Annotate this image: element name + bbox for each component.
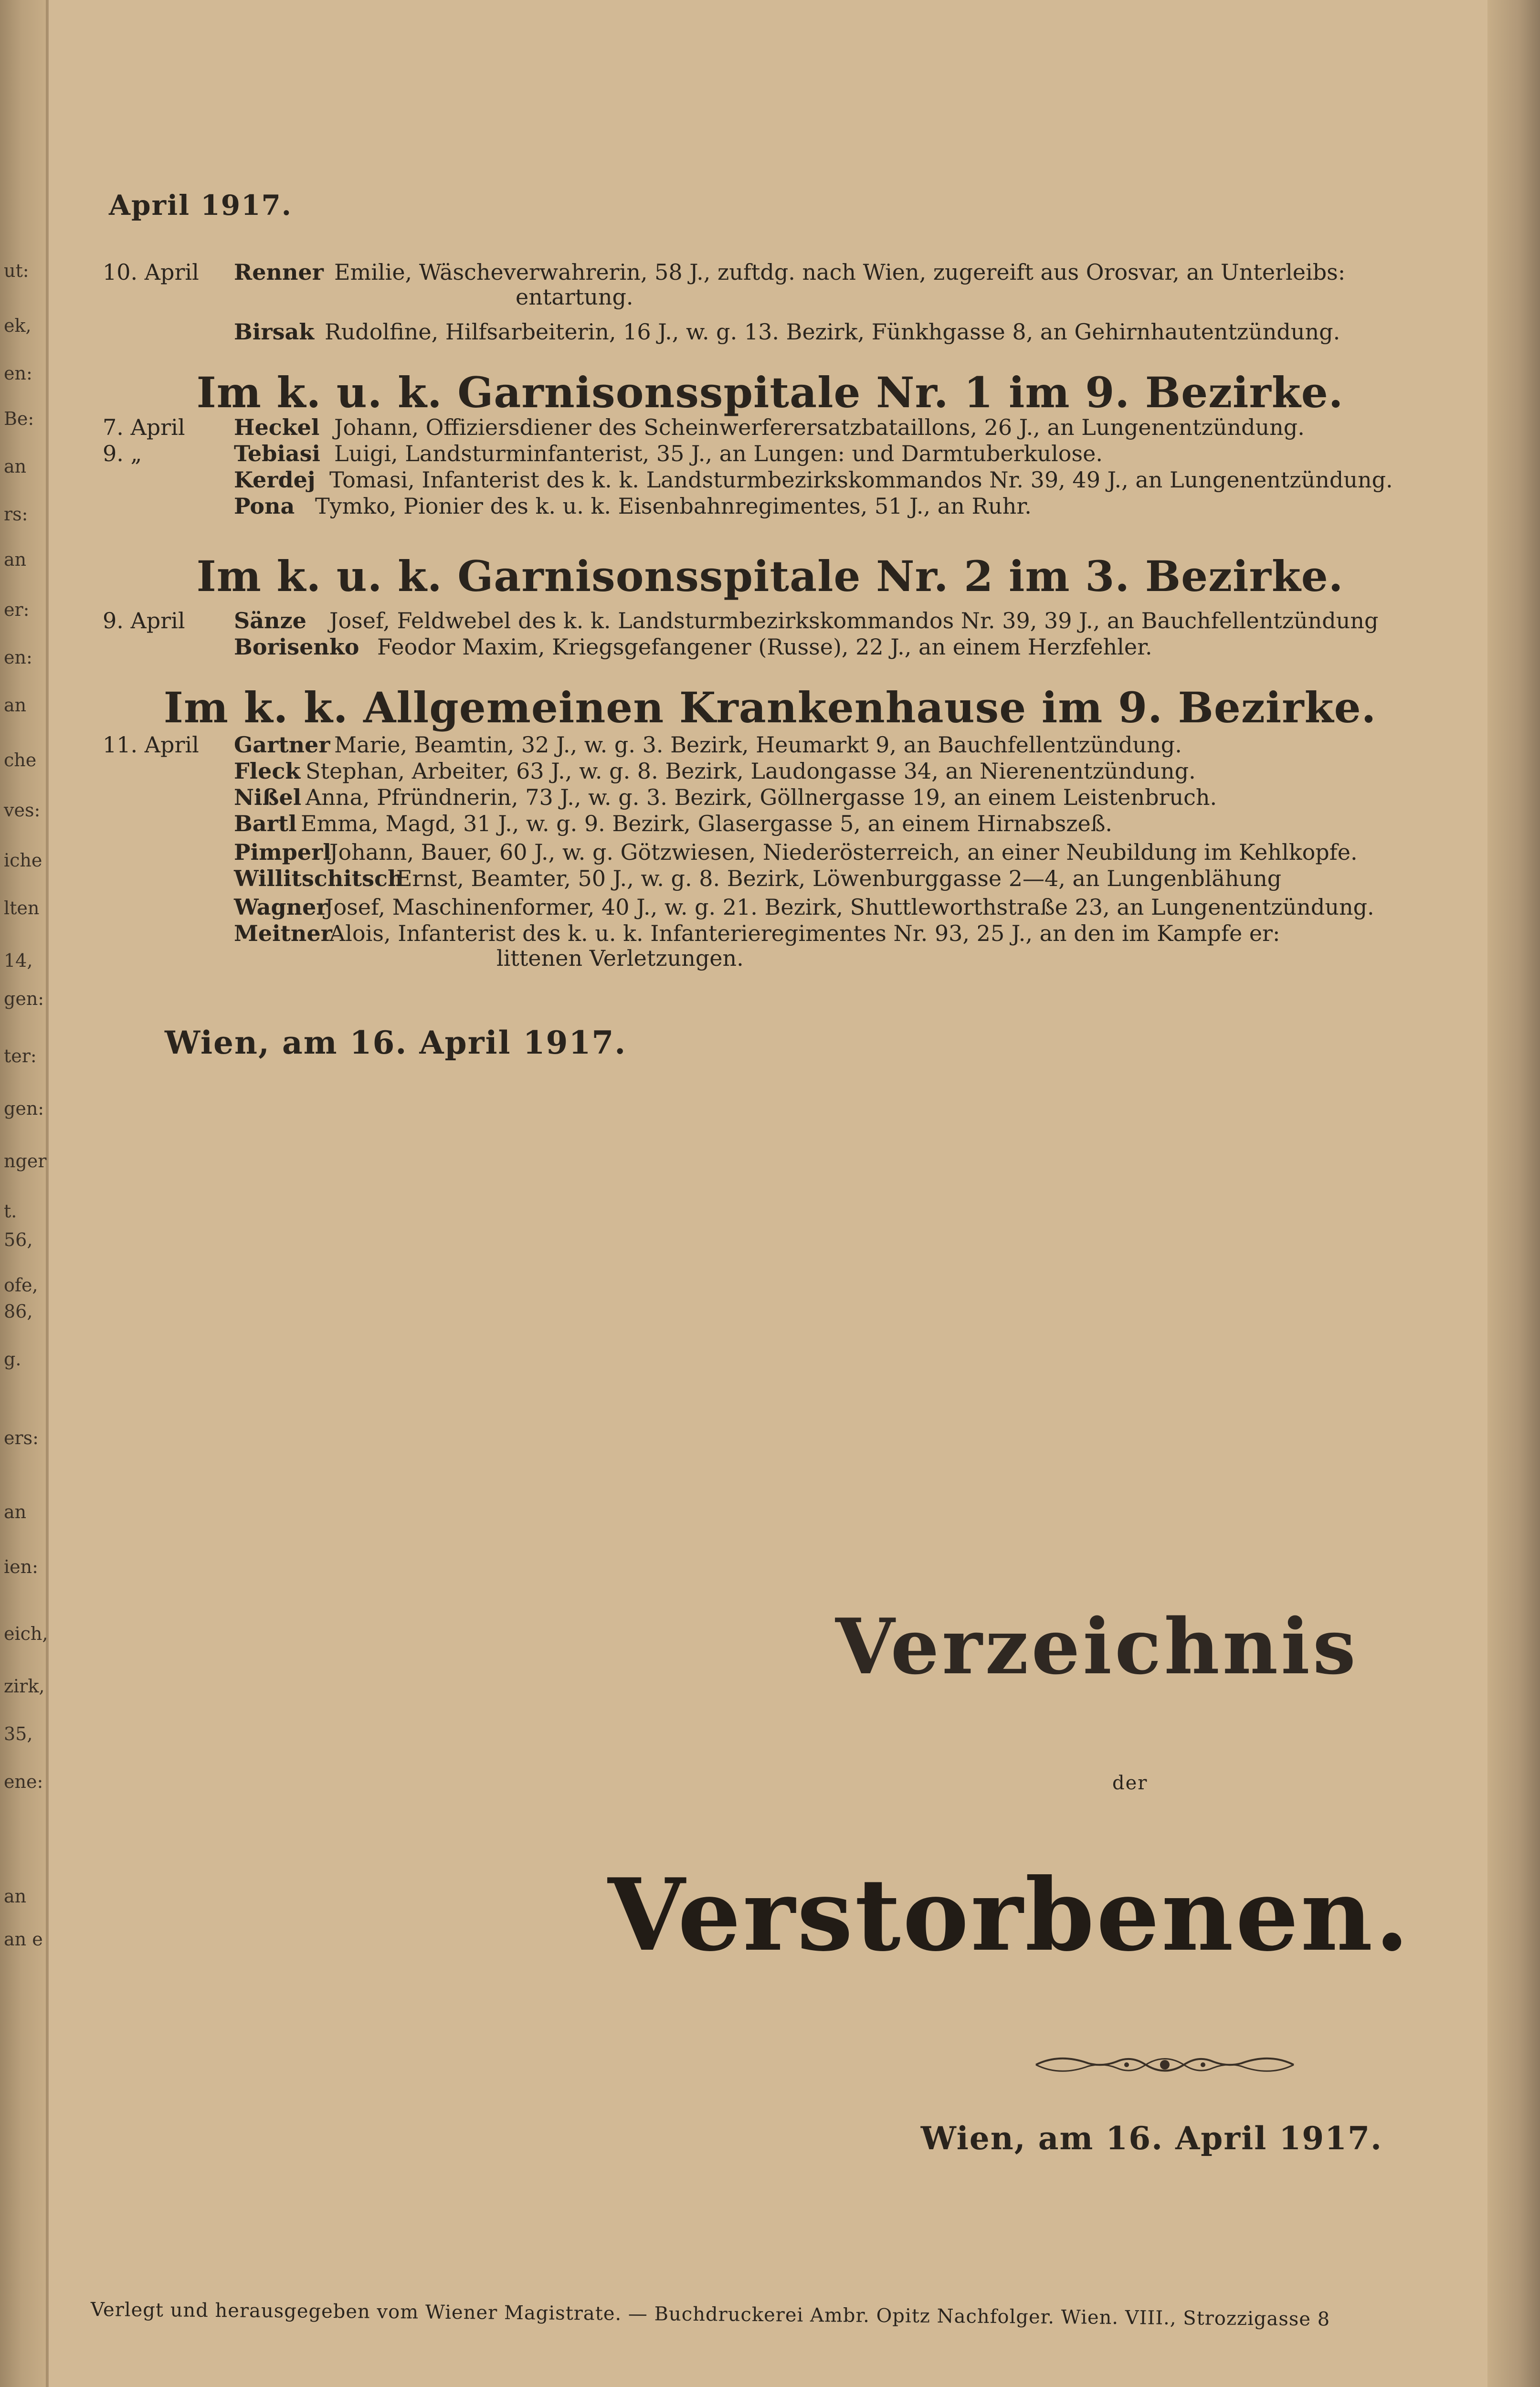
fringe-fragment: an e: [4, 1929, 43, 1950]
fringe-fragment: zirk,: [4, 1676, 45, 1697]
section-heading-garnisonsspitale-2: Im k. u. k. Garnisonsspitale Nr. 2 im 3. Bezirke.: [196, 551, 1344, 601]
entry-date: 9. „: [103, 441, 142, 466]
entry-surname: Renner: [234, 259, 324, 285]
fringe-fragment: t.: [4, 1201, 17, 1222]
entry-date: 10. April: [103, 259, 199, 285]
entry-surname: Willitschitsch: [234, 866, 404, 891]
fringe-fragment: ek,: [4, 315, 32, 336]
fringe-fragment: nger: [4, 1151, 47, 1172]
entry-surname: Heckel: [234, 414, 320, 440]
entry-details: Alois, Infanterist des k. u. k. Infanterieregimentes Nr. 93, 25 J., an den im Kampfe er:: [329, 920, 1280, 946]
closing-date: Wien, am 16. April 1917.: [165, 1024, 627, 1061]
entry-details: Luigi, Landsturminfanterist, 35 J., an Lungen: und Darmtuberkulose.: [334, 441, 1103, 466]
cover-title-der: der: [1112, 1772, 1148, 1794]
entry-surname: Birsak: [234, 319, 315, 345]
fringe-fragment: iche: [4, 850, 42, 871]
cover-date: Wien, am 16. April 1917.: [920, 2120, 1382, 2157]
entry-surname: Pimperl: [234, 839, 331, 865]
entry-details: Josef, Feldwebel des k. k. Landsturmbezirkskommandos Nr. 39, 39 J., an Bauchfellentzündung: [329, 608, 1379, 634]
fringe-fragment: an: [4, 1501, 27, 1522]
fringe-fragment: 86,: [4, 1301, 33, 1322]
fringe-fragment: g.: [4, 1349, 21, 1370]
printer-imprint: Verlegt und herausgegeben vom Wiener Magistrate. — Buchdruckerei Ambr. Opitz Nachfolger. Wien. VIII., Strozzigasse 8: [90, 2299, 1330, 2331]
fringe-fragment: en:: [4, 363, 32, 384]
fringe-fragment: eich,: [4, 1623, 48, 1644]
entry-details: Stephan, Arbeiter, 63 J., w. g. 8. Bezirk, Laudongasse 34, an Nierenentzündung.: [306, 758, 1196, 784]
fringe-fragment: ien:: [4, 1556, 38, 1577]
entry-continuation: littenen Verletzungen.: [496, 945, 744, 971]
entry-details: Anna, Pfründnerin, 73 J., w. g. 3. Bezirk, Göllnergasse 19, an einem Leistenbruch.: [306, 784, 1217, 810]
entry-surname: Borisenko: [234, 634, 359, 660]
fringe-fragment: ut:: [4, 260, 29, 281]
fringe-fragment: ene:: [4, 1771, 43, 1792]
cover-title-verstorbenen: Verstorbenen.: [608, 1857, 1411, 1974]
entry-details: Ernst, Beamter, 50 J., w. g. 8. Bezirk, Löwenburggasse 2—4, an Lungenblähung: [396, 866, 1282, 891]
fringe-fragment: rs:: [4, 504, 28, 525]
entry-details: Emilie, Wäscheverwahrerin, 58 J., zuftdg. nach Wien, zugereift aus Orosvar, an Unterleibs:: [334, 259, 1346, 285]
fringe-fragment: an: [4, 695, 27, 716]
entry-surname: Fleck: [234, 758, 301, 784]
fringe-fragment: ers:: [4, 1427, 39, 1448]
fringe-fragment: an: [4, 1886, 27, 1907]
entry-details: Johann, Offiziersdiener des Scheinwerferersatzbataillons, 26 J., an Lungenentzündung.: [334, 414, 1305, 440]
page-header: April 1917.: [109, 189, 292, 222]
entry-details: Josef, Maschinenformer, 40 J., w. g. 21. Bezirk, Shuttleworthstraße 23, an Lungenentzündung.: [325, 894, 1374, 920]
entry-surname: Nißel: [234, 784, 302, 810]
fringe-fragment: an: [4, 549, 27, 570]
fringe-fragment: 35,: [4, 1723, 33, 1744]
fringe-fragment: che: [4, 750, 37, 771]
cover-title-verzeichnis: Verzeichnis: [835, 1602, 1359, 1691]
fringe-fragment: er:: [4, 599, 30, 620]
section-heading-allgemeines-krankenhaus: Im k. k. Allgemeinen Krankenhause im 9. Bezirke.: [163, 683, 1377, 732]
fringe-fragment: en:: [4, 647, 32, 668]
entry-details: Tymko, Pionier des k. u. k. Eisenbahnregimentes, 51 J., an Ruhr.: [315, 493, 1032, 519]
entry-surname: Bartl: [234, 811, 297, 836]
fringe-fragment: lten: [4, 898, 40, 919]
fringe-fragment: gen:: [4, 1098, 44, 1119]
entry-details: Marie, Beamtin, 32 J., w. g. 3. Bezirk, Heumarkt 9, an Bauchfellentzündung.: [334, 732, 1182, 758]
adjacent-page-fragments: [0, 0, 48, 2387]
entry-details: Emma, Magd, 31 J., w. g. 9. Bezirk, Glasergasse 5, an einem Hirnabszeß.: [301, 811, 1113, 836]
page-edge-right: [1487, 0, 1540, 2387]
fringe-fragment: an: [4, 456, 27, 477]
entry-date: 9. April: [103, 608, 185, 634]
entry-surname: Pona: [234, 493, 295, 519]
entry-details: Johann, Bauer, 60 J., w. g. Götzwiesen, Niederösterreich, an einer Neubildung im Kehlkopfe.: [329, 839, 1358, 865]
entry-surname: Kerdej: [234, 467, 316, 493]
entry-surname: Gartner: [234, 732, 330, 758]
ornament-divider-icon: [1031, 2043, 1298, 2086]
fringe-fragment: gen:: [4, 988, 44, 1009]
entry-date: 7. April: [103, 414, 185, 440]
entry-details: Rudolfine, Hilfsarbeiterin, 16 J., w. g. 13. Bezirk, Fünkhgasse 8, an Gehirnhautentzündung.: [325, 319, 1340, 345]
entry-surname: Meitner: [234, 920, 332, 946]
entry-continuation: entartung.: [516, 284, 633, 310]
entry-date: 11. April: [103, 732, 199, 758]
section-heading-garnisonsspitale-1: Im k. u. k. Garnisonsspitale Nr. 1 im 9. Bezirke.: [196, 368, 1344, 417]
fringe-fragment: ofe,: [4, 1275, 38, 1296]
fringe-fragment: ves:: [4, 800, 41, 821]
fringe-fragment: 14,: [4, 950, 33, 971]
entry-surname: Sänze: [234, 608, 306, 634]
entry-details: Tomasi, Infanterist des k. k. Landsturmbezirkskommandos Nr. 39, 49 J., an Lungenentzündung.: [329, 467, 1393, 493]
entry-surname: Tebiasi: [234, 441, 321, 466]
fringe-fragment: ter:: [4, 1046, 37, 1067]
fringe-fragment: 56,: [4, 1229, 33, 1250]
fringe-fragment: Be:: [4, 408, 34, 429]
entry-surname: Wagner: [234, 894, 328, 920]
entry-details: Feodor Maxim, Kriegsgefangener (Russe), 22 J., an einem Herzfehler.: [377, 634, 1152, 660]
